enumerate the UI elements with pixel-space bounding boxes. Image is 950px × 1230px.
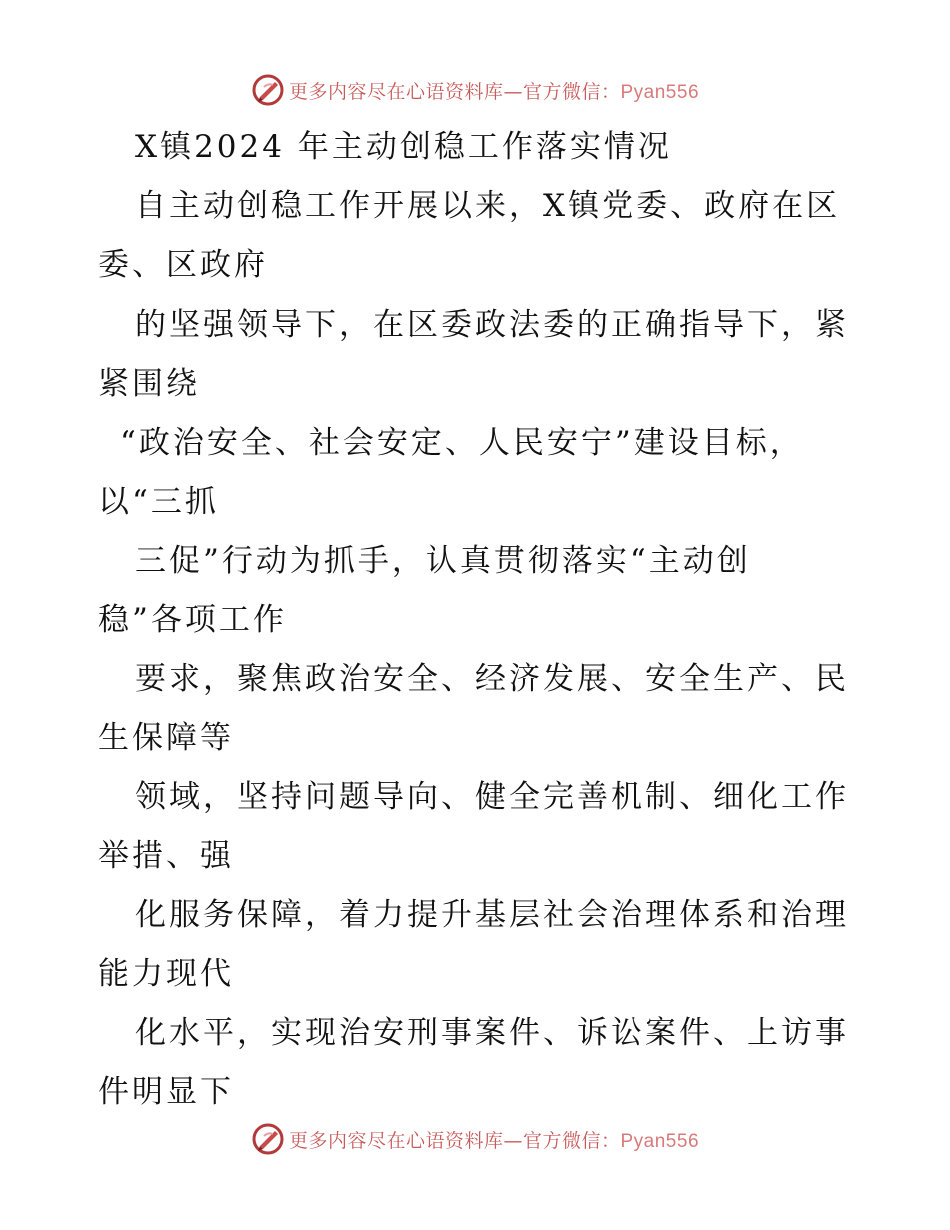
paragraph-line: 自主动创稳工作开展以来，X镇党委、政府在区 bbox=[135, 188, 841, 224]
header-watermark bbox=[0, 70, 950, 110]
paragraph-line: 能力现代 bbox=[98, 956, 234, 992]
paragraph-line: 生保障等 bbox=[98, 720, 234, 756]
brand-logo-icon bbox=[251, 1122, 285, 1156]
paragraph-line: 领域，坚持问题导向、健全完善机制、细化工作 bbox=[135, 779, 849, 815]
footer-watermark bbox=[0, 1119, 950, 1159]
paragraph-line: 稳”各项工作 bbox=[98, 602, 287, 638]
paragraph-line: 要求，聚焦政治安全、经济发展、安全生产、民 bbox=[135, 661, 849, 697]
watermark-wechat-id: Pyan556 bbox=[620, 81, 700, 103]
paragraph-line: “政治安全、社会安定、人民安宁”建设目标， bbox=[120, 425, 804, 461]
paragraph-line: 以“三抓 bbox=[98, 484, 219, 520]
document-title: X镇2024 年主动创稳工作落实情况 bbox=[135, 129, 672, 165]
watermark-wechat-id: Pyan556 bbox=[620, 1130, 700, 1152]
paragraph-line: 紧围绕 bbox=[98, 366, 200, 402]
paragraph-line: 举措、强 bbox=[98, 838, 234, 874]
paragraph-line: 的坚强领导下，在区委政法委的正确指导下，紧 bbox=[135, 307, 849, 343]
paragraph-line: 委、区政府 bbox=[98, 247, 268, 283]
paragraph-line: 化水平，实现治安刑事案件、诉讼案件、上访事 bbox=[135, 1015, 849, 1051]
watermark-text: 更多内容尽在心语资料库—官方微信： bbox=[288, 80, 621, 103]
paragraph-line: 三促”行动为抓手，认真贯彻落实“主动创 bbox=[135, 543, 751, 579]
paragraph-line: 件明显下 bbox=[98, 1074, 234, 1110]
brand-logo-icon bbox=[251, 73, 285, 107]
paragraph-line: 化服务保障，着力提升基层社会治理体系和治理 bbox=[135, 897, 849, 933]
watermark-text: 更多内容尽在心语资料库—官方微信： bbox=[288, 1129, 621, 1152]
